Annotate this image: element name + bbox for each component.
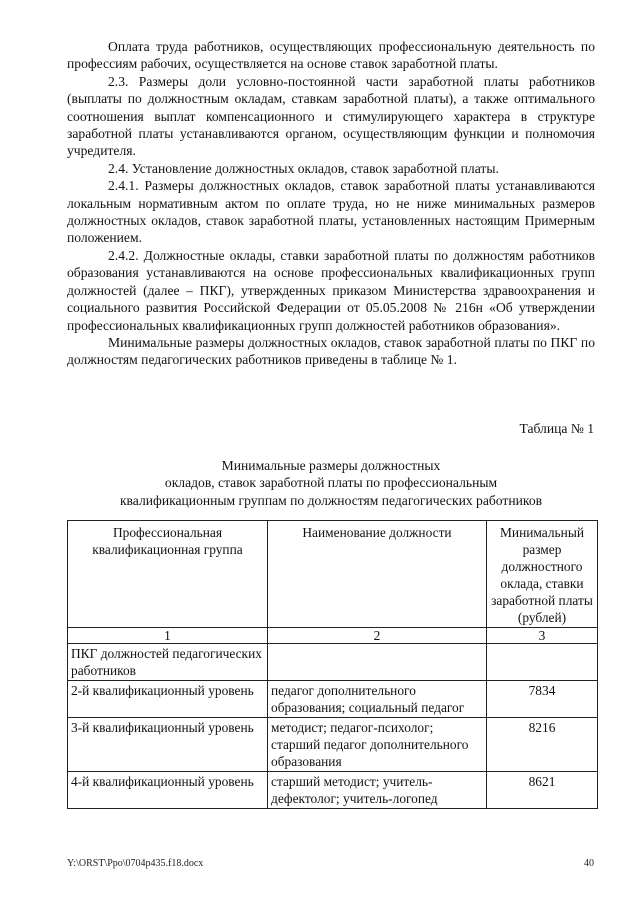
paragraph-2-4-2: 2.4.2. Должностные оклады, ставки заработной платы по должностям работников образования устанавливаются на основе профессиональных квалификационных групп должностей (далее – ПКГ), утвержденных приказом Министерства здравоохранения и социального развития Российской Федерации от 05.05.2008 № 216н «Об утверждении профессиональных квалификационных групп должностей работников образования». [67, 247, 595, 333]
cell-salary: 8216 [487, 718, 598, 772]
table-row [68, 681, 598, 718]
cell-group: 4-й квалификационный уровень [68, 772, 268, 809]
header-salary: Минимальный размер должностного оклада, ставки заработной платы (рублей) [487, 521, 598, 628]
header-position: Наименование должности [268, 521, 487, 628]
cell-group: 3-й квалификационный уровень [68, 718, 268, 772]
table-header-row [68, 521, 598, 628]
table-label: Таблица № 1 [519, 421, 594, 436]
column-number-row [68, 628, 598, 644]
paragraph-2-3: 2.3. Размеры доли условно-постоянной части заработной платы работников (выплаты по должностным окладам, ставкам заработной платы), а также оптимального соотношения выплат компенсационного и стимулирующего характера в структуре заработной платы устанавливаются органом, осуществляющим функции и полномочия учредителя. [67, 73, 595, 159]
caption-line: Минимальные размеры должностных [221, 458, 441, 473]
header-group: Профессиональная квалификационная группа [68, 521, 268, 628]
body-text [67, 38, 595, 369]
column-number: 3 [487, 628, 598, 644]
footer-page-number: 40 [584, 858, 594, 869]
cell-position [268, 644, 487, 681]
table-row [68, 718, 598, 772]
paragraph-2-4-1: 2.4.1. Размеры должностных окладов, ставок заработной платы устанавливаются локальным нормативным актом по оплате труда, но не ниже минимальных размеров должностных окладов, ставок заработной платы, установленных настоящим Примерным положением. [67, 178, 595, 246]
paragraph-wages-workers: Оплата труда работников, осуществляющих профессиональную деятельность по профессиям рабочих, осуществляется на основе ставок заработной платы. [67, 39, 595, 72]
cell-salary: 8621 [487, 772, 598, 809]
cell-position: старший методист; учитель-дефектолог; учитель-логопед [268, 772, 487, 809]
cell-position: педагог дополнительного образования; социальный педагог [268, 681, 487, 718]
table-row [68, 644, 598, 681]
table-row [68, 772, 598, 809]
caption-line: квалификационным группам по должностям педагогических работников [119, 492, 543, 508]
column-number: 1 [68, 628, 268, 644]
cell-salary: 7834 [487, 681, 598, 718]
footer-file-path: Y:\ORST\Ppo\0704p435.f18.docx [67, 858, 204, 869]
cell-group: ПКГ должностей педагогических работников [68, 644, 268, 681]
cell-position: методист; педагог-психолог; старший педагог дополнительного образования [268, 718, 487, 772]
paragraph-min-sizes: Минимальные размеры должностных окладов, ставок заработной платы по ПКГ по должностям педагогических работников приведены в таблице № 1. [67, 334, 595, 368]
column-number: 2 [268, 628, 487, 644]
table-caption [67, 457, 595, 509]
paragraph-2-4: 2.4. Установление должностных окладов, ставок заработной платы. [108, 160, 499, 176]
cell-group: 2-й квалификационный уровень [68, 681, 268, 718]
caption-line: окладов, ставок заработной платы по профессиональным [164, 475, 498, 491]
cell-salary [487, 644, 598, 681]
salary-table [67, 520, 598, 809]
